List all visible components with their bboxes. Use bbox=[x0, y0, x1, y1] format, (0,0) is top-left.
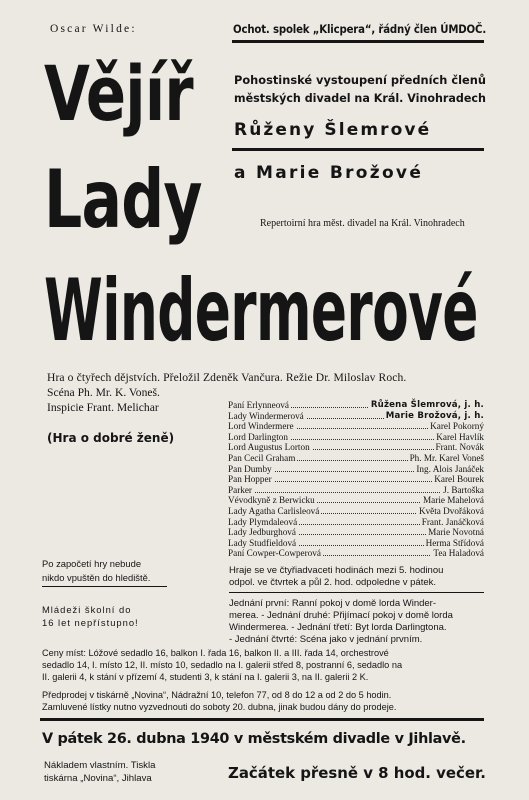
guest-intro-1: Pohostinské vystoupení předních členů bbox=[234, 73, 486, 87]
cast-row bbox=[228, 517, 484, 528]
credits-line-3: Inspicie Frant. Melichar bbox=[47, 401, 159, 414]
footer-rule bbox=[40, 718, 484, 721]
cast-row bbox=[228, 548, 484, 559]
cast-role: Lady Plymdaleová bbox=[228, 516, 298, 527]
cast-actor: Tea Haladová bbox=[433, 548, 484, 559]
presale-2: Zamluvené lístky nutno vyzvednouti do soboty 20. dubna, jinak budou dány do prodeje. bbox=[42, 702, 397, 712]
youth-notice-2: 16 let nepřístupno! bbox=[42, 617, 139, 628]
timing-2: odpol. ve čtvrtek a půl 2. hod. odpoledne v pátek. bbox=[229, 577, 437, 588]
cast-role: Paní Erlynneová bbox=[228, 400, 289, 410]
cast-row bbox=[228, 506, 484, 517]
cast-row bbox=[228, 495, 484, 506]
acts-4: - Jednání čtvrté: Scéna jako v jednání prvním. bbox=[229, 634, 423, 645]
cast-role: Lady Agatha Carlisleová bbox=[228, 506, 320, 516]
cast-actor: Frant. Janáčková bbox=[421, 516, 484, 527]
cast-role: Lady Jedburghová bbox=[228, 527, 296, 538]
cast-actor: Ph. Mr. Karel Voneš bbox=[409, 453, 484, 463]
late-notice-2: nikdo vpuštěn do hlediště. bbox=[42, 572, 151, 583]
timing-rule bbox=[229, 592, 484, 593]
cast-role: Pan Hopper bbox=[228, 474, 272, 485]
cast-row bbox=[228, 485, 484, 496]
title-line-1: Vějíř bbox=[44, 49, 193, 138]
subtitle: (Hra o dobré ženě) bbox=[47, 431, 175, 445]
cast-role: Lady Studfieldová bbox=[228, 537, 297, 548]
credits-line-1: Hra o čtyřech dějstvích. Přeložil Zdeněk Vančura. Režie Dr. Miloslav Roch. bbox=[47, 371, 407, 384]
repertoire-note: Repertoirní hra měst. divadel na Král. Vinohradech bbox=[260, 218, 465, 229]
cast-row bbox=[228, 474, 484, 485]
cast-row bbox=[228, 421, 484, 432]
notice-rule bbox=[42, 586, 167, 587]
guest-intro-2: městských divadel na Král. Vinohradech bbox=[234, 91, 486, 105]
cast-actor: Marie Brožová, j. h. bbox=[385, 410, 484, 421]
date-line: V pátek 26. dubna 1940 v městském divadle v Jihlavě. bbox=[42, 731, 466, 747]
presale-1: Předprodej v tiskárně „Novina“, Nádražní 10, telefon 77, od 8 do 12 a od 2 do 5 hodin. bbox=[42, 690, 392, 700]
cast-role: Parker bbox=[228, 484, 252, 495]
cast-actor: Marie Novotná bbox=[428, 527, 484, 538]
prices-2: sedadlo 14, I. místo 12, II. místo 10, sedadlo na I. galerii střed 8, postranní 6, sedadlo na bbox=[42, 660, 403, 670]
cast-actor: Marie Mahelová bbox=[423, 495, 484, 506]
cast-role: Lord Darlington bbox=[228, 431, 288, 442]
guest-names-2: a Marie Brožové bbox=[234, 163, 424, 183]
cast-role: Pan Cecil Graham bbox=[228, 453, 296, 463]
guest-names-1: Růženy Šlemrové bbox=[234, 120, 432, 140]
cast-row bbox=[228, 400, 484, 411]
acts-3: Windermerea. - Jednání třetí: Byt lorda Darlingtona. bbox=[229, 622, 447, 633]
cast-row bbox=[228, 442, 484, 453]
cast-actor: Karel Pokorný bbox=[430, 421, 484, 432]
timing-1: Hraje se ve čtyřiadvaceti hodinách mezi 5. hodinou bbox=[229, 565, 444, 576]
cast-role: Lord Augustus Lorton bbox=[228, 442, 310, 453]
cast-actor: Karel Bourek bbox=[434, 474, 484, 485]
cast-role: Vévodkyně z Berwicku bbox=[228, 495, 315, 506]
cast-actor: J. Bartoška bbox=[443, 484, 484, 495]
youth-notice-1: Mládeži školní do bbox=[42, 604, 132, 615]
late-notice-1: Po započetí hry nebude bbox=[42, 558, 142, 569]
cast-row bbox=[228, 538, 484, 549]
cast-role: Lord Windermere bbox=[228, 421, 294, 432]
company-line: Ochot. spolek „Klicpera“, řádný člen ÚMDOČ. bbox=[233, 22, 487, 36]
title-line-3: Windermerové bbox=[44, 261, 478, 361]
cast-row bbox=[228, 453, 484, 464]
cast-role: Lady Windermerová bbox=[228, 410, 304, 421]
prices-3: II. galerii 4, k stání v přízemí 4, studenti 3, k stání na I. galerii 3, na II. galerii 2 K. bbox=[42, 672, 369, 682]
cast-actor: Růžena Šlemrová, j. h. bbox=[370, 400, 484, 410]
cast-actor: Karel Havlík bbox=[436, 431, 484, 442]
cast-row bbox=[228, 432, 484, 443]
cast-actor: Ing. Alois Janáček bbox=[416, 463, 484, 474]
acts-1: Jednání první: Ranní pokoj v domě lorda Winder- bbox=[229, 598, 436, 609]
title-line-2: Lady bbox=[44, 153, 202, 246]
printer-2: tiskárna „Novina“, Jihlava bbox=[44, 773, 152, 784]
printer-1: Nákladem vlastním. Tiskla bbox=[44, 760, 156, 771]
guest-rule bbox=[232, 148, 484, 151]
start-line: Začátek přesně v 8 hod. večer. bbox=[228, 764, 486, 782]
prices-1: Ceny míst: Lóžové sedadlo 16, balkon I. řada 16, balkon II. a III. řada 14, orchestrové bbox=[42, 648, 389, 658]
cast-role: Pan Dumby bbox=[228, 463, 272, 474]
credits-line-2: Scéna Ph. Mr. K. Voneš. bbox=[47, 386, 160, 399]
cast-actor: Frant. Novák bbox=[435, 442, 484, 453]
cast-row bbox=[228, 527, 484, 538]
cast-role: Paní Cowper-Cowperová bbox=[228, 548, 321, 559]
author: Oscar Wilde: bbox=[50, 23, 137, 35]
acts-2: merea. - Jednání druhé: Přijímací pokoj v domě lorda bbox=[229, 610, 453, 621]
cast-actor: Herma Střídová bbox=[425, 537, 484, 548]
cast-row bbox=[228, 464, 484, 475]
cast-actor: Květa Dvořáková bbox=[418, 506, 484, 516]
cast-row bbox=[228, 411, 484, 422]
top-rule bbox=[232, 40, 484, 43]
